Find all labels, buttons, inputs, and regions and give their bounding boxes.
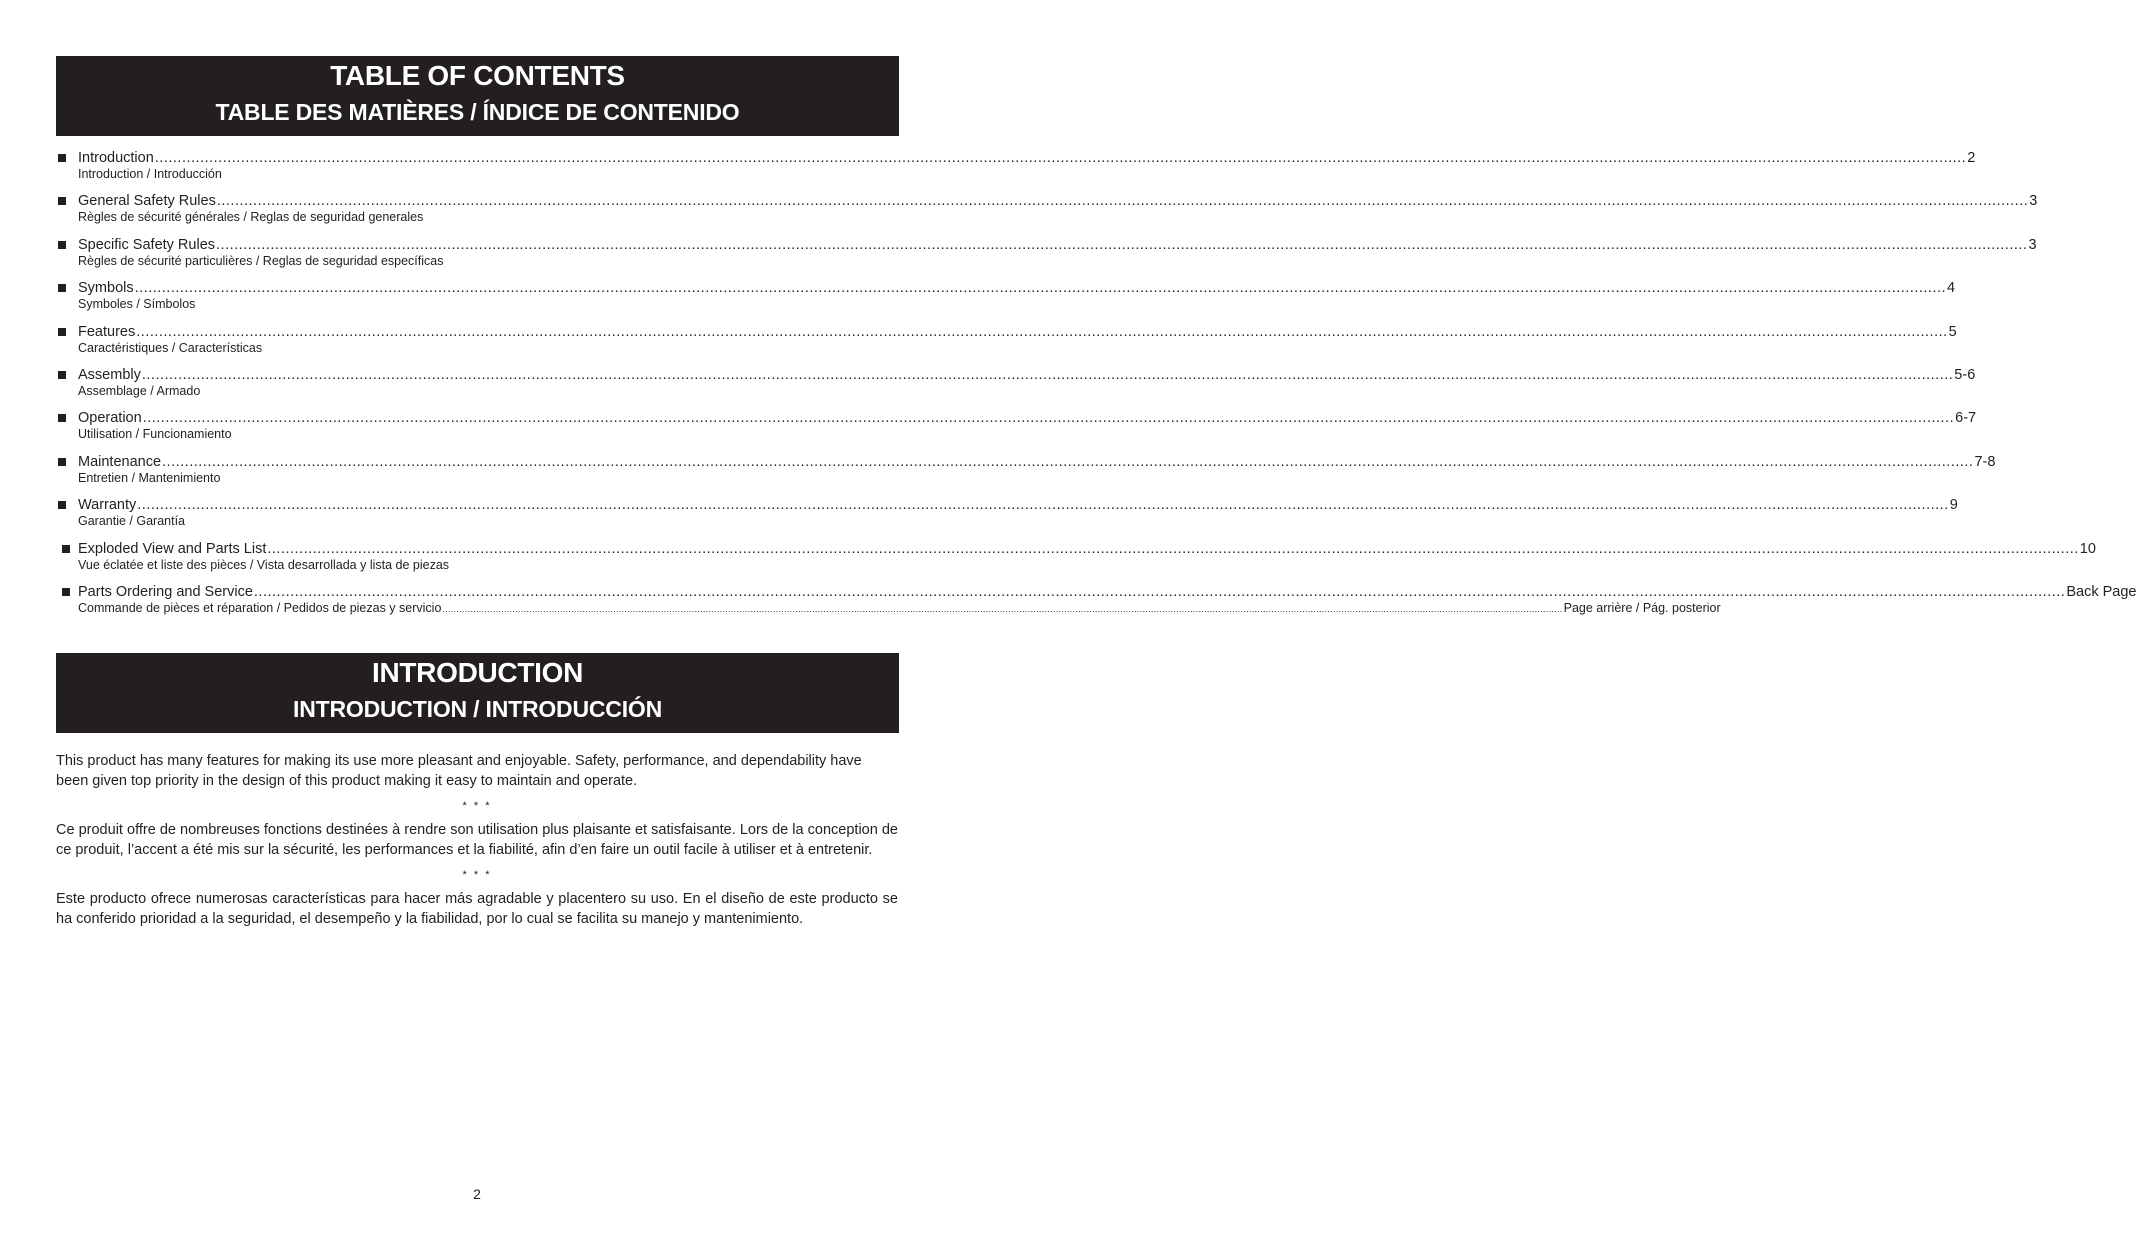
toc-entry-subtitle: Symboles / Símbolos bbox=[78, 297, 196, 312]
toc-entry-row bbox=[78, 497, 1958, 514]
toc-entry-row bbox=[78, 280, 1956, 297]
dot-leader: ................................................................................................................................................................................................................................................................................................................................................................................................................ bbox=[442, 604, 1563, 614]
toc-entry-subtitle: Introduction / Introducción bbox=[78, 167, 222, 181]
dot-leader: ................................................................................................................................................................................................................................................................................................................................................................................................................ bbox=[162, 453, 1974, 470]
dot-leader: ................................................................................................................................................................................................................................................................................................................................................................................................................ bbox=[216, 236, 2028, 253]
toc-entry bbox=[56, 236, 2037, 277]
toc-title: TABLE OF CONTENTS bbox=[330, 60, 625, 91]
square-bullet-icon bbox=[58, 284, 66, 292]
toc-entry-subtitle: Règles de sécurité particulières / Reglas de seguridad específicas bbox=[78, 253, 444, 268]
toc-entry-row bbox=[78, 193, 2038, 210]
dot-leader: ................................................................................................................................................................................................................................................................................................................................................................................................................ bbox=[216, 193, 2029, 210]
toc-entry bbox=[56, 410, 1977, 450]
toc-entry-label: Introduction bbox=[78, 150, 154, 166]
toc-entry bbox=[56, 150, 1976, 190]
toc-entry-label: Assembly bbox=[78, 367, 141, 383]
square-bullet-icon bbox=[58, 501, 66, 509]
toc-entry-row bbox=[78, 236, 2037, 254]
dot-leader: ................................................................................................................................................................................................................................................................................................................................................................................................................ bbox=[134, 280, 1947, 297]
toc-entry-label: Specific Safety Rules bbox=[78, 236, 216, 253]
intro-english-paragraph: This product has many features for making its use more pleasant and enjoyable. Safety, performance, and dependability have been given top priority in the design of this product making it easy to maintain and operate. bbox=[56, 753, 862, 789]
toc-entry-page: 10 bbox=[2079, 540, 2096, 557]
square-bullet-icon bbox=[58, 458, 66, 466]
toc-entry-subtitle-row bbox=[78, 210, 896, 225]
toc-entry-subtitle-row bbox=[78, 514, 896, 529]
toc-entry-label: Exploded View and Parts List bbox=[78, 540, 267, 557]
toc-entry-label: Features bbox=[78, 323, 136, 340]
toc-entry-subtitle-row bbox=[78, 254, 896, 269]
toc-entry-label: Warranty bbox=[78, 497, 137, 514]
intro-body bbox=[56, 752, 898, 929]
dot-leader: ................................................................................................................................................................................................................................................................................................................................................................................................................ bbox=[267, 540, 2079, 557]
page-number: 2 bbox=[473, 1186, 481, 1202]
toc-entry-row bbox=[78, 150, 1976, 167]
section-separator: * * * bbox=[462, 869, 492, 881]
toc-entry-page: 2 bbox=[1967, 150, 1976, 166]
toc-entry bbox=[56, 323, 1957, 364]
square-bullet-icon bbox=[58, 154, 66, 162]
toc-entry-subtitle: Caractéristiques / Características bbox=[78, 340, 263, 355]
square-bullet-icon bbox=[58, 241, 66, 249]
toc-entry-row bbox=[78, 410, 1977, 427]
dot-leader: ................................................................................................................................................................................................................................................................................................................................................................................................................ bbox=[142, 410, 1955, 427]
toc-entry-page: 3 bbox=[2028, 236, 2037, 253]
toc-entry-subtitle-row bbox=[78, 601, 1721, 617]
toc-entry-page: 4 bbox=[1947, 280, 1956, 297]
square-bullet-icon bbox=[62, 588, 70, 596]
toc-entry-subtitle: Garantie / Garantía bbox=[78, 514, 186, 529]
toc-entry bbox=[56, 193, 2038, 233]
dot-leader: ................................................................................................................................................................................................................................................................................................................................................................................................................ bbox=[136, 323, 1948, 340]
square-bullet-icon bbox=[58, 328, 66, 336]
toc-entry-page: 9 bbox=[1949, 497, 1958, 514]
dot-leader: ................................................................................................................................................................................................................................................................................................................................................................................................................ bbox=[253, 584, 2066, 600]
dot-leader: ................................................................................................................................................................................................................................................................................................................................................................................................................ bbox=[141, 367, 1954, 383]
toc-entry bbox=[56, 497, 1958, 537]
intro-title: INTRODUCTION bbox=[371, 657, 584, 688]
toc-entry-row bbox=[78, 367, 1976, 384]
toc-entry-subtitle-row bbox=[78, 471, 896, 486]
toc-entry-subtitle: Entretien / Mantenimiento bbox=[78, 470, 221, 485]
toc-entry-subtitle: Règles de sécurité générales / Reglas de seguridad generales bbox=[78, 210, 424, 225]
toc-entry-label: Maintenance bbox=[78, 453, 162, 470]
toc-entry-label: General Safety Rules bbox=[78, 193, 216, 210]
intro-subtitle: INTRODUCTION / INTRODUCCIÓN bbox=[293, 696, 662, 722]
toc-entry-label: Symbols bbox=[78, 280, 134, 297]
toc-entry-row bbox=[78, 453, 1996, 471]
section-separator: * * * bbox=[462, 800, 492, 812]
intro-spanish-paragraph: Este producto ofrece numerosas características para hacer más agradable y placentero su uso. En el diseño de este producto se ha conferido prioridad a la seguridad, el desempeño y la fiabilidad, por lo cual se facilita su manejo y mantenimiento. bbox=[56, 891, 898, 927]
toc-entry bbox=[56, 280, 1956, 320]
toc-entry-page: 5 bbox=[1948, 323, 1957, 340]
toc-entry-subtitle-row bbox=[78, 341, 896, 356]
dot-leader: ................................................................................................................................................................................................................................................................................................................................................................................................................ bbox=[137, 497, 1949, 514]
toc-entry-row bbox=[78, 540, 2096, 558]
toc-entry-page: Back Page bbox=[2066, 584, 2136, 600]
toc-entry-page: 3 bbox=[2029, 193, 2038, 210]
toc-entry bbox=[56, 584, 2136, 624]
toc-entry-subtitle-row bbox=[78, 558, 896, 573]
toc-entry-subtitle-row bbox=[78, 427, 896, 442]
square-bullet-icon bbox=[58, 414, 66, 422]
toc-entry-subtitle: Commande de pièces et réparation / Pedidos de piezas y servicio bbox=[78, 601, 442, 615]
toc-entry-label: Operation bbox=[78, 410, 142, 427]
toc-entry-subtitle-row bbox=[78, 384, 896, 399]
toc-header bbox=[56, 56, 899, 136]
toc-entry-label: Parts Ordering and Service bbox=[78, 584, 253, 600]
square-bullet-icon bbox=[58, 371, 66, 379]
dot-leader: ................................................................................................................................................................................................................................................................................................................................................................................................................ bbox=[154, 150, 1967, 166]
intro-french-paragraph: Ce produit offre de nombreuses fonctions destinées à rendre son utilisation plus plaisante et satisfaisante. Lors de la conception de ce produit, l’accent a été mis sur la sécurité, les performances et la fiabilité, afin d’en faire un outil facile à utiliser et à entretenir. bbox=[56, 822, 898, 858]
toc-entry-row bbox=[78, 584, 2136, 601]
toc-entry-subtitle: Vue éclatée et liste des pièces / Vista desarrollada y lista de piezas bbox=[78, 557, 450, 572]
toc-subtitle: TABLE DES MATIÈRES / ÍNDICE DE CONTENIDO bbox=[215, 99, 740, 125]
toc-entry-subtitle-page: Page arrière / Pág. posterior bbox=[1563, 601, 1721, 615]
toc-entry-subtitle-row bbox=[78, 167, 896, 182]
toc-entry-page: 6-7 bbox=[1955, 410, 1977, 427]
square-bullet-icon bbox=[62, 545, 70, 553]
toc-entry bbox=[56, 540, 2096, 581]
toc-entry-row bbox=[78, 323, 1957, 341]
toc-entry-subtitle: Assemblage / Armado bbox=[78, 384, 201, 398]
toc-entry bbox=[56, 453, 1996, 494]
toc-entry bbox=[56, 367, 1976, 407]
intro-header bbox=[56, 653, 899, 733]
square-bullet-icon bbox=[58, 197, 66, 205]
toc-entry-page: 7-8 bbox=[1974, 453, 1996, 470]
toc-entry-page: 5-6 bbox=[1954, 367, 1976, 383]
toc-entry-subtitle: Utilisation / Funcionamiento bbox=[78, 427, 232, 442]
toc-entry-subtitle-row bbox=[78, 297, 896, 312]
